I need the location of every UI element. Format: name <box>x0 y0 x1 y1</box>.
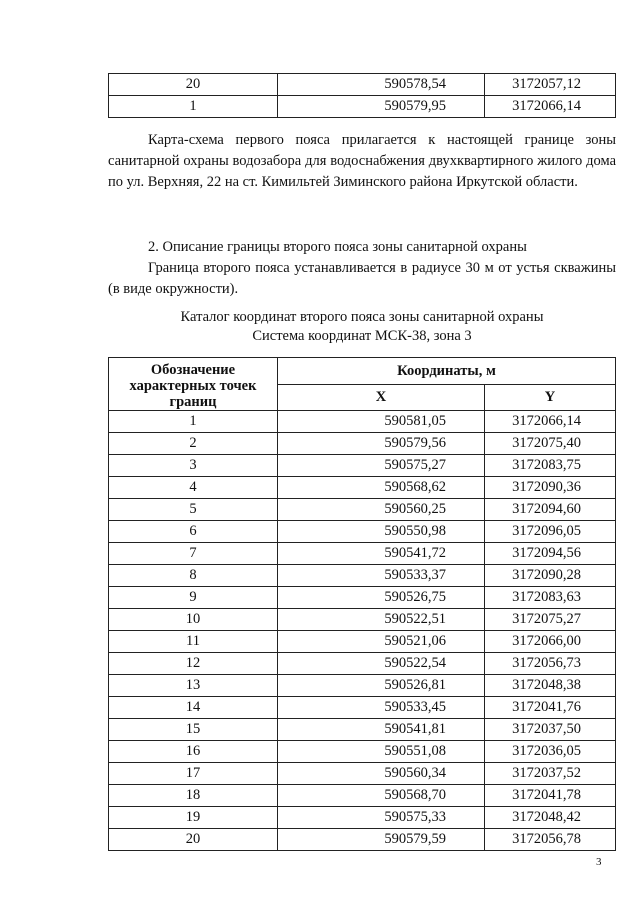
table-row <box>109 653 616 675</box>
point-cell: 9 <box>109 587 278 609</box>
y-cell: 3172048,38 <box>485 675 616 697</box>
x-cell: 590578,54 <box>278 74 485 96</box>
table-row <box>109 763 616 785</box>
x-cell: 590526,75 <box>278 587 485 609</box>
coordinates-table <box>108 357 616 851</box>
table-row <box>109 609 616 631</box>
point-cell: 1 <box>109 96 278 118</box>
y-cell: 3172083,75 <box>485 455 616 477</box>
point-cell: 18 <box>109 785 278 807</box>
table-caption-system: Система координат МСК-38, зона 3 <box>252 328 472 344</box>
table-caption-title: Каталог координат второго пояса зоны санитарной охраны <box>180 309 544 325</box>
x-cell: 590541,81 <box>278 719 485 741</box>
table-row <box>109 455 616 477</box>
second-zone-paragraph: Граница второго пояса устанавливается в радиусе 30 м от устья скважины (в виде окружности). <box>108 260 616 297</box>
x-cell: 590521,06 <box>278 631 485 653</box>
y-cell: 3172037,52 <box>485 763 616 785</box>
table-row <box>109 96 616 118</box>
x-cell: 590581,05 <box>278 411 485 433</box>
continued-coordinates-table <box>108 73 616 118</box>
point-cell: 15 <box>109 719 278 741</box>
y-cell: 3172096,05 <box>485 521 616 543</box>
y-cell: 3172094,56 <box>485 543 616 565</box>
table-row <box>109 631 616 653</box>
point-cell: 10 <box>109 609 278 631</box>
x-cell: 590575,33 <box>278 807 485 829</box>
y-cell: 3172090,36 <box>485 477 616 499</box>
table-row <box>109 807 616 829</box>
table-row <box>109 411 616 433</box>
y-cell: 3172041,78 <box>485 785 616 807</box>
table-row <box>109 477 616 499</box>
point-cell: 7 <box>109 543 278 565</box>
table-row <box>109 741 616 763</box>
point-cell: 14 <box>109 697 278 719</box>
y-cell: 3172075,27 <box>485 609 616 631</box>
point-cell: 19 <box>109 807 278 829</box>
x-cell: 590560,25 <box>278 499 485 521</box>
table-row <box>109 697 616 719</box>
point-cell: 1 <box>109 411 278 433</box>
y-cell: 3172036,05 <box>485 741 616 763</box>
y-cell: 3172048,42 <box>485 807 616 829</box>
table-row <box>109 565 616 587</box>
point-cell: 3 <box>109 455 278 477</box>
point-cell: 20 <box>109 74 278 96</box>
table-row <box>109 675 616 697</box>
y-cell: 3172056,78 <box>485 829 616 851</box>
header-x: X <box>278 384 485 411</box>
table-row <box>109 543 616 565</box>
header-coordinates: Координаты, м <box>278 358 616 385</box>
table-row <box>109 829 616 851</box>
x-cell: 590575,27 <box>278 455 485 477</box>
y-cell: 3172090,28 <box>485 565 616 587</box>
y-cell: 3172083,63 <box>485 587 616 609</box>
y-cell: 3172057,12 <box>485 74 616 96</box>
y-cell: 3172066,14 <box>485 411 616 433</box>
point-cell: 16 <box>109 741 278 763</box>
point-cell: 12 <box>109 653 278 675</box>
point-cell: 8 <box>109 565 278 587</box>
y-cell: 3172066,00 <box>485 631 616 653</box>
y-cell: 3172056,73 <box>485 653 616 675</box>
y-cell: 3172037,50 <box>485 719 616 741</box>
table-row <box>109 521 616 543</box>
point-cell: 13 <box>109 675 278 697</box>
point-cell: 20 <box>109 829 278 851</box>
table-row <box>109 499 616 521</box>
table-row <box>109 433 616 455</box>
point-cell: 11 <box>109 631 278 653</box>
table-row <box>109 74 616 96</box>
y-cell: 3172075,40 <box>485 433 616 455</box>
y-cell: 3172041,76 <box>485 697 616 719</box>
x-cell: 590551,08 <box>278 741 485 763</box>
point-cell: 17 <box>109 763 278 785</box>
y-cell: 3172066,14 <box>485 96 616 118</box>
x-cell: 590568,70 <box>278 785 485 807</box>
x-cell: 590560,34 <box>278 763 485 785</box>
x-cell: 590579,56 <box>278 433 485 455</box>
table-row <box>109 785 616 807</box>
header-points: Обозначение характерных точек границ <box>109 358 278 411</box>
x-cell: 590522,51 <box>278 609 485 631</box>
x-cell: 590579,95 <box>278 96 485 118</box>
x-cell: 590533,45 <box>278 697 485 719</box>
map-scheme-paragraph: Карта-схема первого пояса прилагается к настоящей границе зоны санитарной охраны водозабора для водоснабжения двухквартирного жилого дома по ул. Верхняя, 22 на ст. Кимильтей Зиминского района Иркутской области. <box>108 132 616 190</box>
page-number: 3 <box>596 856 602 868</box>
point-cell: 2 <box>109 433 278 455</box>
x-cell: 590541,72 <box>278 543 485 565</box>
point-cell: 6 <box>109 521 278 543</box>
point-cell: 5 <box>109 499 278 521</box>
x-cell: 590522,54 <box>278 653 485 675</box>
point-cell: 4 <box>109 477 278 499</box>
header-y: Y <box>485 384 616 411</box>
x-cell: 590579,59 <box>278 829 485 851</box>
x-cell: 590568,62 <box>278 477 485 499</box>
x-cell: 590533,37 <box>278 565 485 587</box>
table-row <box>109 587 616 609</box>
section-heading: 2. Описание границы второго пояса зоны санитарной охраны <box>148 239 527 255</box>
x-cell: 590526,81 <box>278 675 485 697</box>
y-cell: 3172094,60 <box>485 499 616 521</box>
table-row <box>109 719 616 741</box>
x-cell: 590550,98 <box>278 521 485 543</box>
